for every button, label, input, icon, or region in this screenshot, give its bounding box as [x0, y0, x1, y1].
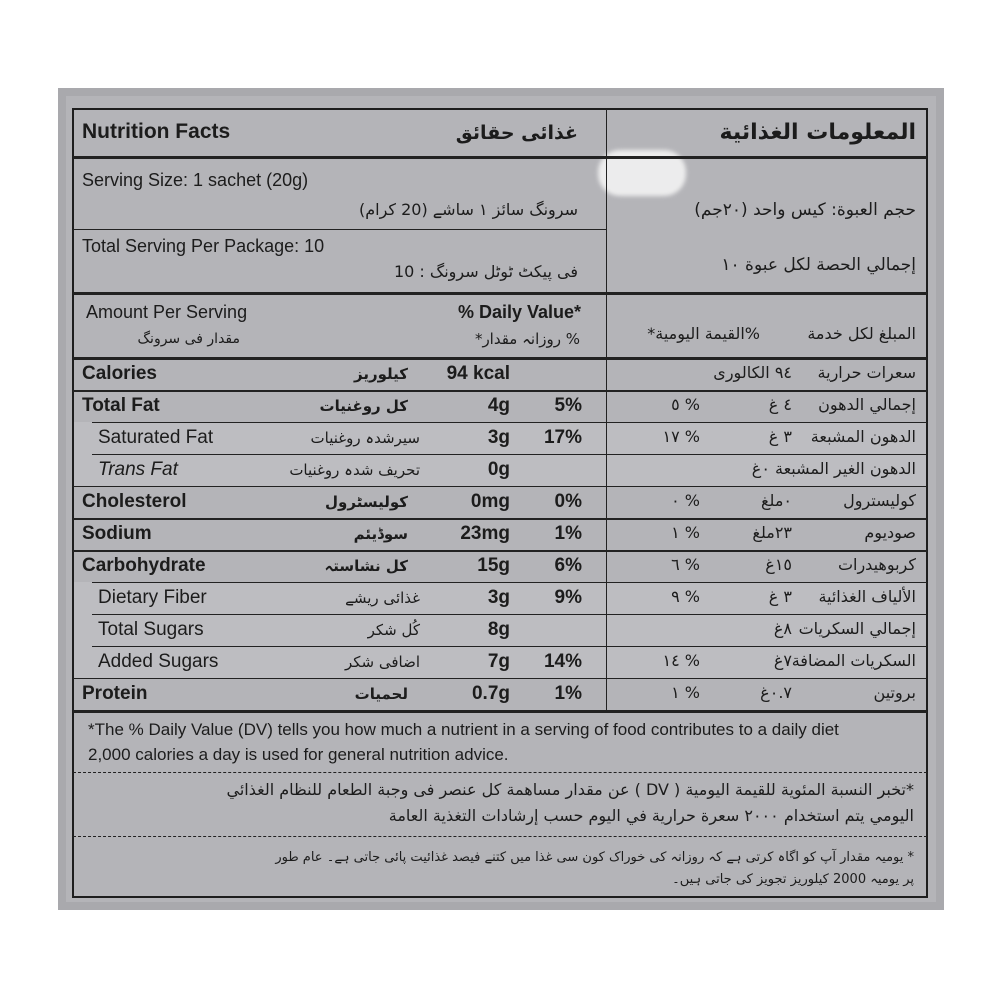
nutrient-name-arabic: إجمالي السكريات: [798, 619, 916, 638]
nutrient-amount: 0g: [487, 459, 510, 480]
nutrient-daily-value-arabic: % ١: [671, 523, 700, 542]
nutrient-daily-value: 17%: [543, 427, 582, 448]
row-divider: [92, 582, 927, 583]
serving-size-arabic: حجم العبوة: كيس واحد (٢٠جم): [694, 200, 916, 220]
nutrient-daily-value-arabic: % ٥: [671, 395, 700, 414]
title-rule: [73, 156, 927, 159]
row-divider: [92, 454, 927, 455]
nutrient-name-english: Dietary Fiber: [98, 587, 207, 608]
nutrient-daily-value: 9%: [554, 587, 582, 608]
nutrient-amount-arabic: ٣ غ: [768, 427, 792, 446]
footnote-arabic-line1: *تخبر النسبة المئوية للقيمة اليومية ( DV ) عن مقدار مساهمة كل عنصر فى وجبة الطعام للنظام الغذائي: [226, 780, 914, 799]
nutrient-name-english: Calories: [82, 363, 157, 384]
nutrient-name-english: Saturated Fat: [98, 427, 214, 448]
nutrient-name-arabic: كوليسترول: [843, 491, 916, 510]
nutrient-name-urdu: غذائی ریشے: [345, 589, 420, 607]
table-bottom-rule: [73, 710, 927, 713]
nutrient-name-arabic: الدهون المشبعة: [810, 427, 916, 446]
nutrient-daily-value: 6%: [554, 555, 582, 576]
nutrient-daily-value-arabic: % ٩: [671, 587, 700, 606]
nutrient-name-arabic: الألياف الغذائية: [818, 587, 916, 606]
servings-per-package-urdu: فی پیکٹ ٹوٹل سرونگ : 10: [393, 262, 578, 281]
servings-per-package-arabic: إجمالي الحصة لكل عبوة ١٠: [721, 255, 916, 275]
footnote-divider-1: [73, 772, 927, 773]
nutrient-name-urdu: اضافی شکر: [344, 653, 420, 671]
nutrient-daily-value: 0%: [554, 491, 582, 512]
nutrient-amount-arabic: ١٥غ: [765, 555, 792, 574]
amount-per-serving-urdu: مقدار فی سرونگ: [137, 331, 240, 347]
nutrient-daily-value-arabic: % ١٤: [662, 651, 700, 670]
nutrient-amount-arabic: ٣ غ: [768, 587, 792, 606]
nutrient-amount-arabic: ٠.٧غ: [760, 683, 792, 702]
nutrient-name-urdu: کولیسٹرول: [325, 493, 408, 511]
nutrient-name-english: Sodium: [82, 523, 152, 544]
nutrient-name-urdu: کل نشاستہ: [324, 557, 408, 575]
nutrient-daily-value: 1%: [554, 523, 582, 544]
nutrient-name-english: Carbohydrate: [82, 555, 206, 576]
row-divider: [73, 678, 927, 679]
nutrient-daily-value: 5%: [554, 395, 582, 416]
footnote-urdu-line2: پر یومیہ 2000 کیلوریز تجویز کی جاتی ہیں۔: [672, 872, 914, 887]
row-divider: [92, 646, 927, 647]
nutrient-name-english: Total Sugars: [98, 619, 204, 640]
footnote-urdu-line1: * یومیہ مقدار آپ کو اگاہ کرتی ہے کہ روزانہ کی خوراک کون سی غذا میں کتنے فیصد غذائیت پائی جاتی ہے۔ عام طور: [275, 850, 914, 865]
serving-rule-en: [73, 229, 606, 230]
serving-rule: [73, 292, 927, 295]
nutrient-amount: 94 kcal: [446, 363, 510, 384]
nutrient-name-english: Protein: [82, 683, 148, 704]
nutrient-name-arabic: سعرات حرارية: [817, 363, 916, 382]
row-divider: [73, 550, 927, 552]
title-arabic: المعلومات الغذائية: [719, 120, 916, 145]
servings-per-package-english: Total Serving Per Package: 10: [82, 236, 325, 256]
nutrient-amount: 0mg: [470, 491, 510, 512]
footnote-divider-2: [73, 836, 927, 837]
row-divider: [73, 390, 927, 392]
nutrient-name-arabic: إجمالي الدهون: [818, 395, 916, 414]
nutrient-name-arabic: كربوهيدرات: [837, 555, 916, 574]
daily-value-header-urdu: % روزانہ مقدار*: [474, 330, 580, 348]
serving-size-urdu: سرونگ سائز ۱ ساشے (20 کرام): [358, 200, 578, 219]
nutrient-daily-value-arabic: % ١: [671, 683, 700, 702]
amount-rule: [73, 357, 927, 360]
nutrient-name-urdu: سوڈیئم: [353, 525, 408, 543]
daily-value-header-english: % Daily Value*: [458, 302, 582, 322]
nutrient-daily-value-arabic: % ٠: [671, 491, 700, 510]
footnote-english-line1: *The % Daily Value (DV) tells you how much a nutrient in a serving of food contributes to a daily diet: [88, 720, 839, 739]
footnote-arabic-line2: اليومي يتم استخدام ٢٠٠٠ سعرة حرارية في اليوم حسب إرشادات التغذية العامة: [388, 806, 914, 825]
row-divider: [92, 614, 927, 615]
nutrient-name-english: Trans Fat: [98, 459, 178, 480]
nutrient-name-arabic: الدهون الغير المشبعة ٠غ: [751, 459, 916, 478]
nutrient-amount: 8g: [487, 619, 510, 640]
nutrient-amount-arabic: ٧غ: [773, 651, 792, 670]
nutrient-name-arabic: بروتين: [873, 683, 916, 702]
nutrient-amount-arabic: ٢٣ملغ: [752, 523, 792, 542]
amount-per-serving-arabic: المبلغ لكل خدمة: [807, 324, 916, 343]
nutrient-amount: 15g: [477, 555, 510, 576]
nutrient-name-urdu: سیرشدہ روغنیات: [310, 429, 420, 447]
nutrient-name-arabic: صوديوم: [864, 523, 916, 542]
nutrient-name-urdu: کیلوریز: [354, 365, 408, 383]
nutrient-name-english: Cholesterol: [82, 491, 187, 512]
footnote-english-line2: 2,000 calories a day is used for general nutrition advice.: [88, 745, 509, 764]
nutrient-amount-arabic: ٨غ: [773, 619, 792, 638]
nutrient-daily-value-arabic: % ١٧: [662, 427, 700, 446]
nutrient-amount-arabic: ٩٤ الكالورى: [713, 363, 792, 382]
row-divider: [92, 422, 927, 423]
nutrient-name-english: Total Fat: [82, 395, 160, 416]
nutrient-name-urdu: کُل شکر: [367, 621, 420, 639]
title-urdu: غذائی حقائق: [455, 122, 578, 144]
nutrient-amount-arabic: ٠ملغ: [761, 491, 792, 510]
nutrient-name-arabic: السكريات المضافة: [791, 651, 916, 670]
nutrient-amount: 23mg: [460, 523, 510, 544]
nutrient-name-english: Added Sugars: [98, 651, 219, 672]
nutrient-amount: 7g: [487, 651, 510, 672]
serving-size-english: Serving Size: 1 sachet (20g): [82, 170, 309, 190]
column-divider: [606, 109, 607, 711]
nutrient-daily-value-arabic: % ٦: [671, 555, 700, 574]
nutrient-amount: 3g: [487, 427, 510, 448]
amount-per-serving-english: Amount Per Serving: [86, 302, 248, 322]
nutrient-amount: 3g: [487, 587, 510, 608]
nutrient-name-urdu: لحمیات: [354, 685, 408, 703]
nutrient-daily-value: 14%: [543, 651, 582, 672]
nutrient-name-urdu: تحریف شدہ روغنیات: [289, 461, 420, 479]
nutrient-amount-arabic: ٤ غ: [768, 395, 792, 414]
nutrient-amount: 4g: [487, 395, 510, 416]
nutrient-name-urdu: کل روغنیات: [319, 397, 408, 415]
nutrient-amount: 0.7g: [471, 683, 510, 704]
daily-value-header-arabic: %القيمة اليومية*: [647, 324, 760, 343]
row-divider: [73, 486, 927, 487]
row-divider: [73, 518, 927, 520]
nutrient-daily-value: 1%: [554, 683, 582, 704]
title-english: Nutrition Facts: [82, 120, 231, 143]
